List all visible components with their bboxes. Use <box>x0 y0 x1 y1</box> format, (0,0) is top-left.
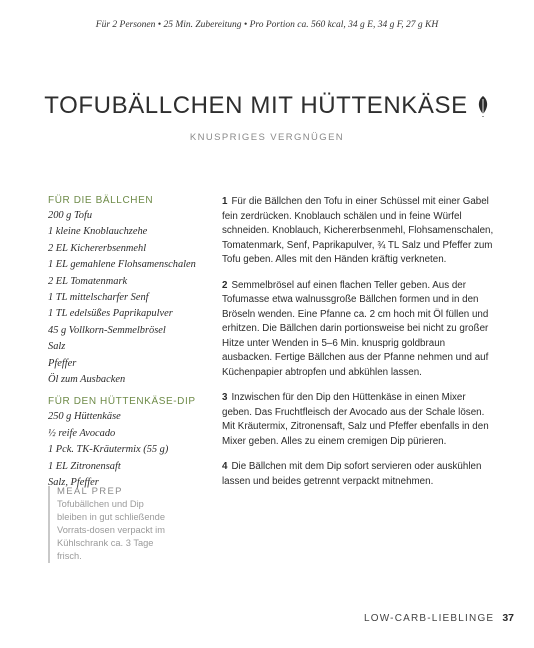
ingredient-item: 200 g Tofu <box>48 210 93 221</box>
meal-prep-text: Tofubällchen und Dip bleiben in gut schließende Vorrats-dosen verpackt im Kühlschrank ca. 3 Tage frisch. <box>57 499 166 561</box>
recipe-title: TOFUBÄLLCHEN MIT HÜTTENKÄSE <box>44 92 468 119</box>
ingredient-item: 1 EL gemahlene Flohsamenschalen <box>48 259 196 271</box>
footer-section-label: LOW-CARB-LIEBLINGE <box>363 613 495 624</box>
step-text: Für die Bällchen den Tofu in einer Schüssel mit einer Gabel fein zerdrücken. Knoblauch schälen und in feine Würfel schneiden. Knoblauch, Kichererbsenmehl, Flohsamenschalen, Tomatenmark, Senf, Paprikapulver, ¾ TL Salz und Pfeffer zum Tofu geben. Alles mit den Händen kräftig verkneten. <box>222 196 494 265</box>
step-number: 1 <box>222 196 228 207</box>
leaf-icon <box>476 95 490 117</box>
ingredient-item: 2 EL Tomatenmark <box>48 275 128 287</box>
ingredient-item: 1 TL edelsüßes Paprikapulver <box>48 308 173 320</box>
step-text: Die Bällchen mit dem Dip sofort servieren oder auskühlen lassen und beides getrennt verpackt mitnehmen. <box>222 461 482 487</box>
ingredient-item: Pfeffer <box>48 357 77 369</box>
step-number: 4 <box>222 461 228 472</box>
ingredient-item: ½ reife Avocado <box>48 427 116 439</box>
step-text: Semmelbrösel auf einen flachen Teller geben. Aus der Tofumasse etwa walnussgroße Bällchen formen und in den Bröseln wenden. Eine Pfanne ca. 2 cm hoch mit Öl füllen und erhitzen. Die Bällchen darin portionsweise bei nicht zu großer Hitze unter Wenden in 5–6 Min. knusprig goldbraun ausbacken. Fertige Bällchen aus der Pfanne nehmen und auf Küchenpapier abtropfen und abkühlen lassen. <box>222 279 489 378</box>
recipe-subtitle: KNUSPRIGES VERGNÜGEN <box>189 132 345 143</box>
ingredient-item: 1 Pck. TK-Kräutermix (55 g) <box>48 444 169 456</box>
ingredient-item: 250 g Hüttenkäse <box>48 411 121 423</box>
ingredient-item: 45 g Vollkorn-Semmelbrösel <box>48 324 166 336</box>
ingredient-item: Salz <box>48 341 66 353</box>
ingredient-item: Öl zum Ausbacken <box>48 374 126 386</box>
ingredient-item: 2 EL Kichererbsenmehl <box>48 242 147 254</box>
step-text: Inzwischen für den Dip den Hüttenkäse in einen Mixer geben. Das Fruchtfleisch der Avocado aus der Schale lösen. Mit Kräutermix, Zitronensaft, Salz und Pfeffer ebenfalls in den Mixer geben. Alles zu einem cremigen Dip pürieren. <box>222 392 489 447</box>
instructions-column <box>222 195 494 500</box>
ingredient-item: 1 kleine Knoblauchzehe <box>48 226 148 238</box>
step-number: 3 <box>222 392 228 403</box>
ingredients-heading-dip: FÜR DEN HÜTTENKÄSE-DIP <box>48 396 196 408</box>
ingredient-item: 1 EL Zitronensaft <box>48 460 121 472</box>
ingredient-item: Salz, Pfeffer <box>48 477 99 489</box>
ingredients-heading-balls: FÜR DIE BÄLLCHEN <box>48 195 154 206</box>
instruction-step <box>222 391 494 449</box>
step-number: 2 <box>222 279 228 291</box>
instruction-step <box>222 279 494 381</box>
page-footer <box>364 612 514 624</box>
page-number: 37 <box>502 612 514 624</box>
ingredients-list-balls <box>48 208 208 388</box>
title-row <box>0 92 534 120</box>
ingredients-list-dip <box>48 409 208 491</box>
meal-prep-heading: MEAL PREP <box>57 486 123 497</box>
ingredients-column <box>48 195 208 492</box>
instruction-step <box>222 195 494 268</box>
meal-prep-box <box>48 486 173 563</box>
instruction-step <box>222 460 494 489</box>
recipe-meta: Für 2 Personen • 25 Min. Zubereitung • Pro Portion ca. 560 kcal, 34 g E, 34 g F, 27 g KH <box>95 20 439 30</box>
ingredient-item: 1 TL mittelscharfer Senf <box>48 292 149 304</box>
